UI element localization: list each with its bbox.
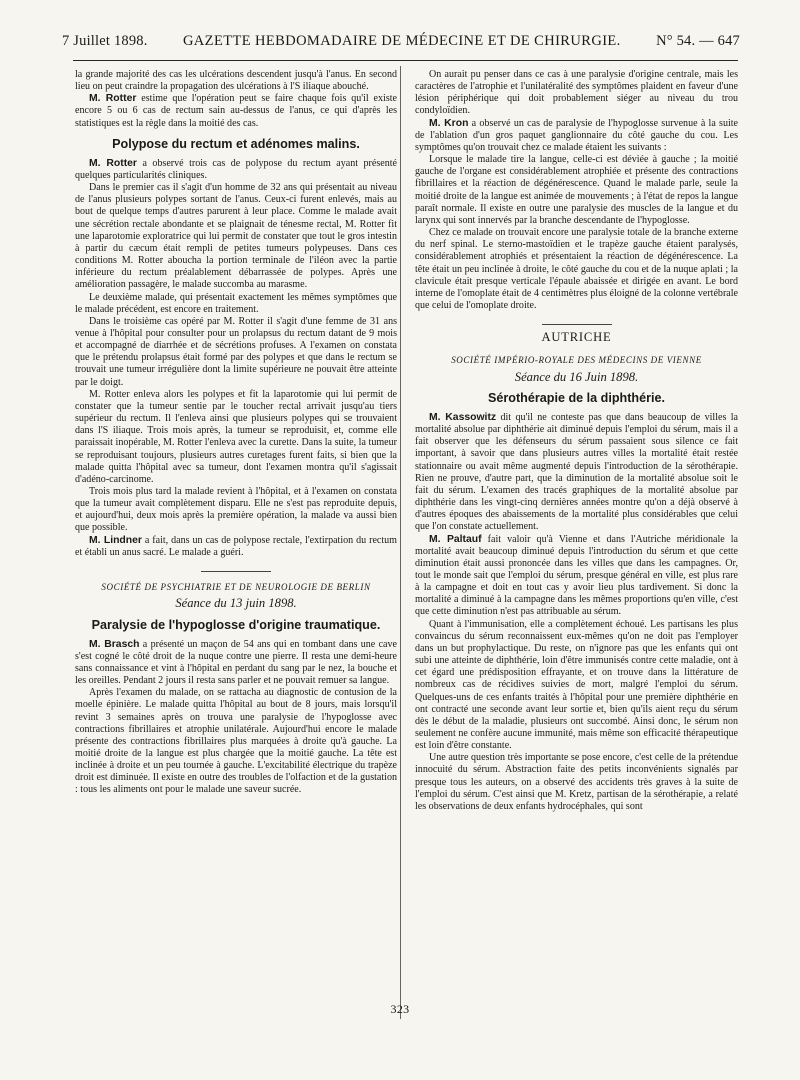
issue-number: N° 54. — 647	[656, 33, 740, 49]
speaker-name: M. Rotter	[89, 157, 137, 169]
paragraph-text: a observé un cas de paralysie de l'hypoglosse survenue à la suite de l'ablation d'un gros paquet ganglionnaire du côté gauche du cou. Les symptômes qu'on trouvait chez ce malade étaient les suivants :	[415, 117, 739, 153]
section-heading-hypoglosse: Paralysie de l'hypoglosse d'origine traumatique.	[91, 617, 381, 632]
paragraph: Le deuxième malade, qui présentait exactement les mêmes symptômes que le malade précédent, est encore en traitement.	[75, 291, 397, 315]
section-separator	[201, 571, 271, 572]
section-heading-polypose: Polypose du rectum et adénomes malins.	[112, 136, 360, 151]
paragraph-text: fait valoir qu'à Vienne et dans l'Autriche méridionale la mortalité avait beaucoup diminué depuis l'introduction du sérum et que cette diminution était aussi prononcée dans les villes que dans les campagnes. Or, tout le monde sait que l'emploi du sérum, presque général en ville, est plus rare à la campagne et doit en tout cas y avoir lieu plus tardivement. Si donc la mortalité a diminué à la campagne dans les mêmes proportions qu'en ville, c'est que cette diminution n'est pas attribuable au sérum.	[415, 533, 738, 618]
paragraph: Une autre question très importante se pose encore, c'est celle de la prétendue innocuité du sérum. Abstraction faite des petits inconvénients signalés par presque tous les auteurs, on a observé des accidents très graves à la suite de l'emploi du sérum. C'est ainsi que M. Kretz, partisan de la sérothérapie, a relaté les observations de deux enfants hydrocéphales, qui sont	[415, 752, 738, 812]
page-number: 323	[390, 1002, 410, 1016]
paragraph	[415, 118, 738, 154]
speaker-name: M. Brasch	[89, 638, 140, 650]
speaker-name: M. Paltauf	[429, 533, 482, 545]
speaker-name: M. Kassowitz	[429, 411, 497, 423]
speaker-name: M. Kron	[429, 117, 469, 129]
session-date-vienne: Séance du 16 Juin 1898.	[514, 369, 639, 384]
paragraph	[75, 639, 397, 688]
country-heading: AUTRICHE	[541, 330, 612, 345]
paragraph	[75, 535, 397, 559]
section-separator	[542, 324, 612, 325]
paragraph: Après l'examen du malade, on se rattacha au diagnostic de contusion de la moelle épinière. Le malade quitta l'hôpital au bout de 8 jours, mais lorsqu'il revint 3 semaines après on trouva une paralysie de l'hypoglosse avec contractions fibrillaires et atrophie unilatérale. Aujourd'hui encore le malade présente des contractions fibrillaires plus marquées à droite qu'à gauche. La moitié droite de la langue est plus chargée que la moitié gauche. La tête est inclinée à droite et un peu tournée à gauche. L'excitabilité électrique du trapèze droit est diminuée. Il existe en outre des troubles de l'olfaction et de la gustation : tous les aliments ont pour le malade une saveur sucrée.	[75, 687, 397, 796]
paragraph-text: dit qu'il ne conteste pas que dans beaucoup de villes la mortalité absolue par diphthérie ait diminué depuis l'emploi du sérum, mais il a fait observer que les défenseurs du sérum passaient sous silence ce fait important, à savoir que dans plusieurs autres villes la mortalité était restée stationnaire ou avait même augmenté depuis l'introduction de la sérothérapie. Rien ne prouve, d'autre part, que la diminution de la mortalité absolue soit le fait du sérum. L'examen des tracés graphiques de la mortalité absolue par diphthérie dans les vingt-cinq dernières années montre qu'on a déjà observé à d'autres époques des abaissements de la mortalité plus considérables que celui que l'on constate actuellement.	[415, 411, 738, 533]
paragraph-text: a fait, dans un cas de polypose rectale, l'extirpation du rectum et établi un anus sacré. Le malade a guéri.	[75, 534, 397, 558]
paragraph	[75, 93, 397, 129]
left-column	[75, 69, 397, 797]
paragraph-text: a présenté un maçon de 54 ans qui en tombant dans une cave s'est cogné le côté droit de la nuque contre une pierre. Il resta une demi-heure sans connaissance et vint à l'hôpital en perdant du sang par le nez, la bouche et les oreilles. Pendant 2 jours il resta sans parler et ne pouvait remuer sa langue.	[75, 638, 397, 687]
speaker-name: M. Rotter	[89, 93, 137, 105]
page-header	[62, 33, 740, 55]
paragraph	[75, 158, 397, 182]
column-divider	[400, 66, 401, 1019]
paragraph: M. Rotter enleva alors les polypes et fit la laparotomie qui lui permit de constater que la tumeur sentie par le toucher rectal arrivait jusqu'au tiers supérieur du rectum. Il l'enleva ainsi que plusieurs polypes qui se trouvaient dans l'S iliaque. Trois mois après, la tumeur se reproduisit, et, comme elle paraissait inopérable, M. Rotter l'enleva avec la curette. Dans la suite, la tumeur se reproduisant toujours, plusieurs autres curetages furent faits, si bien que la malade quitta l'hôpital avec sa tumeur, dont l'examen montra qu'il s'agissait d'adéno-carcinome.	[75, 388, 397, 485]
right-column	[415, 69, 738, 813]
session-date-berlin: Séance du 13 juin 1898.	[175, 596, 297, 611]
paragraph: Dans le troisième cas opéré par M. Rotter il s'agit d'une femme de 31 ans venue à l'hôpital pour consulter pour un prolapsus du rectum datant de 9 mois et accompagné de diarrhée et de sécrétions profuses. A l'examen on constata que le prétendu prolapsus était formé par des polypes et que dans le rectum se trouvait une tumeur irrégulière dont la limite supérieure ne pouvait être atteinte par le doigt.	[75, 315, 397, 388]
paragraph: Lorsque le malade tire la langue, celle-ci est déviée à gauche ; la moitié gauche de l'organe est considérablement atrophiée et présente des contractions fibrillaires et la réaction de dégénérescence. Quand le malade parle, seule la moitié droite de la langue est animée de mouvements ; à l'état de repos la langue paraît normale. Il existe en outre une paralysie des muscles de la langue et du larynx qui sont innervés par la branche descendante de l'hypoglosse.	[415, 154, 738, 226]
paragraph: Dans le premier cas il s'agit d'un homme de 32 ans qui présentait au niveau de l'anus plusieurs polypes sortant de l'anus. Ceux-ci furent enlevés, mais au bout de quelque temps d'autres parurent à leur place. Comme le malade avait une sécrétion rectale abondante et se plaignait de ténesme rectal, M. Rotter fit une laparotomie exploratrice qui lui permit de constater que tout le gros intestin à partir du cæcum était rempli de petites tumeurs polypeuses. Dans ces conditions M. Rotter aboucha la portion terminale de l'iléon avec la partie inférieure du rectum préalablement débarrassée de polypes. Après une amélioration passagère, le malade succomba au marasme.	[75, 182, 397, 291]
issue-date: 7 Juillet 1898.	[62, 33, 148, 49]
society-heading-berlin: SOCIÉTÉ DE PSYCHIATRIE ET DE NEUROLOGIE DE BERLIN	[101, 581, 371, 592]
paragraph	[415, 534, 738, 619]
paragraph: Quant à l'immunisation, elle a complètement échoué. Les partisans les plus convaincus du sérum reconnaissent eux-mêmes qu'on ne doit pas l'employer dans un but prophylactique. Du reste, on n'ignore pas que les enfants qui ont subi une atteinte de diphthérie, loin d'être immunisés contre cette maladie, ont à cet égard une prédisposition effrayante, et on trouve dans la littérature de nombreux cas de récidives suivies de mort, malgré l'emploi du sérum. Quelques-uns de ces enfants traités à l'hôpital pour une première diphthérie en ont contracté une seconde avant leur sortie et, bien qu'ils aient reçu du sérum dès le début de la maladie, plusieurs ont succombé. Ainsi donc, le sérum non seulement ne confère aucune immunité, mais même son efficacité thérapeutique est loin d'être constante.	[415, 618, 738, 752]
header-rule	[73, 60, 738, 61]
paragraph	[415, 412, 738, 534]
paragraph: On aurait pu penser dans ce cas à une paralysie d'origine centrale, mais les caractères de l'atrophie et l'unilatéralité des symptômes plaident en faveur d'une lésion périphérique qui doit probablement siéger au niveau du trou condyloïdien.	[415, 69, 738, 117]
paragraph-text: a observé trois cas de polypose du rectum ayant présenté quelques particularités cliniques.	[75, 157, 397, 181]
society-heading-vienne: SOCIÉTÉ IMPÉRIO-ROYALE DES MÉDECINS DE VIENNE	[451, 355, 702, 366]
journal-title: GAZETTE HEBDOMADAIRE DE MÉDECINE ET DE CHIRURGIE.	[182, 33, 621, 49]
paragraph: la grande majorité des cas les ulcérations descendent jusqu'à l'anus. En second lieu on peut craindre la propagation des ulcérations à l'S iliaque abouché.	[75, 69, 397, 93]
paragraph-text: estime que l'opération peut se faire chaque fois qu'il existe encore 5 ou 6 cas de rectum sain au-dessus de l'anus, ce qui d'après les statistiques est la règle dans la moitié des cas.	[75, 93, 397, 129]
section-heading-serotherapie: Sérothérapie de la diphthérie.	[487, 390, 666, 405]
paragraph: Chez ce malade on trouvait encore une paralysie totale de la branche externe du nerf spinal. Le sterno-mastoïdien et le trapèze gauche étaient paralysés, considérablement atrophiés et présentaient la réaction de dégénérescence. La tête était un peu inclinée à droite, le côté gauche du cou et de la nuque aplati ; la clavicule était presque verticale l'épaule abaissée et dirigée en avant. Le bord interne de l'omoplate était de 4 centimètres plus éloigné de la colonne vertébrale que celui de l'omoplate droite.	[415, 227, 738, 311]
paragraph: Trois mois plus tard la malade revient à l'hôpital, et à l'examen on constata que la tumeur avait complètement disparu. Elle ne s'est pas reproduite depuis, et aujourd'hui, deux mois après la première opération, la malade va aussi bien que possible.	[75, 486, 397, 534]
speaker-name: M. Lindner	[89, 534, 142, 546]
